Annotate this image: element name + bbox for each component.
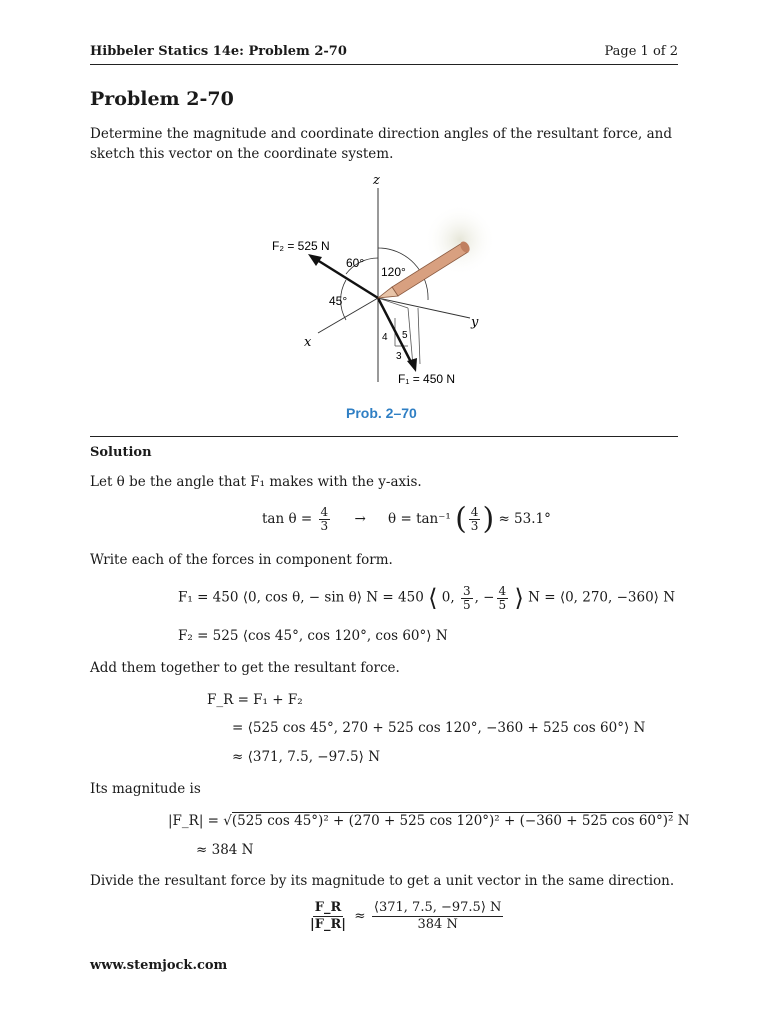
problem-figure (250, 168, 520, 430)
equation-resultant-def: F_R = F₁ + F₂ (207, 692, 303, 708)
solution-step-5: Divide the resultant force by its magnitude to get a unit vector in the same direction. (90, 873, 675, 889)
numerator: 3 (462, 583, 471, 598)
f1-arrowhead (407, 358, 417, 372)
z-axis-label: z (373, 173, 380, 188)
fraction (461, 585, 473, 612)
radicand: (525 cos 45°)² + (270 + 525 cos 120°)² + (−360 + 525 cos 60°)² (231, 813, 674, 829)
page-header (90, 44, 678, 65)
denominator: 3 (470, 519, 479, 533)
footer-url: www.stemjock.com (90, 958, 228, 973)
paren: ( (455, 501, 467, 537)
eq-text: N = ⟨0, 270, −360⟩ N (528, 589, 676, 606)
angle-45-label: 45° (329, 294, 348, 308)
solution-step-2: Write each of the forces in component form. (90, 552, 393, 568)
problem-title: Problem 2-70 (90, 88, 234, 110)
fraction (372, 900, 504, 933)
numerator: 4 (470, 505, 479, 519)
equation-resultant-value: ≈ ⟨371, 7.5, −97.5⟩ N (232, 749, 381, 765)
angle-120-label: 120° (381, 265, 406, 279)
solution-step-4: Its magnitude is (90, 781, 201, 797)
x-axis-label: x (304, 335, 312, 350)
arrow: → (354, 511, 366, 527)
eq-text: θ = tan⁻¹ (388, 511, 451, 527)
denominator: |F_R| (310, 917, 346, 932)
denominator: 5 (462, 597, 471, 612)
triangle-3-label: 3 (396, 351, 402, 362)
solution-step-1: Let θ be the angle that F₁ makes with the y-axis. (90, 474, 422, 490)
numerator: 4 (498, 583, 507, 598)
x-axis (318, 298, 378, 333)
numerator: 4 (320, 505, 329, 519)
angle-bracket: ⟨ (428, 584, 438, 612)
eq-text: ≈ 53.1° (498, 511, 551, 527)
f2-arrowhead (308, 254, 322, 266)
equation-resultant-expand: = ⟨525 cos 45°, 270 + 525 cos 120°, −360 + 525 cos 60°⟩ N (232, 720, 646, 736)
section-divider (90, 436, 678, 437)
numerator: F_R (314, 900, 342, 915)
fraction (308, 900, 348, 933)
problem-statement: Determine the magnitude and coordinate direction angles of the resultant force, and sketch this vector on the coordinate system. (90, 126, 672, 162)
angle-bracket: ⟩ (514, 584, 524, 612)
equation-unit-vector (306, 900, 505, 933)
denominator: 3 (320, 519, 329, 533)
page-number: Page 1 of 2 (604, 44, 678, 59)
paren: ) (482, 501, 495, 537)
projection-line (418, 308, 420, 364)
eq-text: |F_R| = (168, 813, 219, 829)
triangle-5-label: 5 (402, 330, 408, 341)
denominator: 5 (498, 597, 507, 612)
fraction (497, 585, 509, 612)
fraction (469, 506, 481, 533)
figure-caption: Prob. 2–70 (346, 405, 417, 421)
eq-text: F₁ = 450 ⟨0, cos θ, − sin θ⟩ N = 450 (178, 589, 424, 606)
y-axis (378, 298, 470, 318)
solution-step-3: Add them together to get the resultant force. (90, 660, 400, 676)
eq-text: 0, (441, 589, 455, 606)
numerator: ⟨371, 7.5, −97.5⟩ N (373, 900, 502, 915)
sqrt-symbol: √ (223, 813, 232, 829)
denominator: 384 N (417, 917, 458, 932)
eq-text: ≈ (354, 908, 366, 924)
equation-f1: F₁ = 450 ⟨0, cos θ, − sin θ⟩ N = 450 ⟨ 0, $\frac{3}{5}$ , − $\frac{4}{5}$ ⟩ N = ⟨0, 270, −360⟩ N (178, 583, 676, 612)
equation-theta (262, 501, 551, 537)
equation-magnitude-value: ≈ 384 N (196, 842, 254, 858)
f1-label: F₁ = 450 N (398, 372, 456, 386)
triangle-4-label: 4 (382, 332, 388, 343)
equation-f2: F₂ = 525 ⟨cos 45°, cos 120°, cos 60°⟩ N (178, 628, 448, 644)
eq-text: tan θ = (262, 511, 313, 527)
angle-60-label: 60° (346, 256, 365, 270)
y-axis-label: y (471, 315, 479, 330)
eq-text: N (677, 813, 690, 829)
header-title: Hibbeler Statics 14e: Problem 2-70 (90, 44, 347, 59)
equation-magnitude (168, 813, 690, 829)
f2-label: F₂ = 525 N (272, 239, 330, 253)
solution-heading: Solution (90, 445, 152, 460)
fraction (319, 506, 331, 533)
